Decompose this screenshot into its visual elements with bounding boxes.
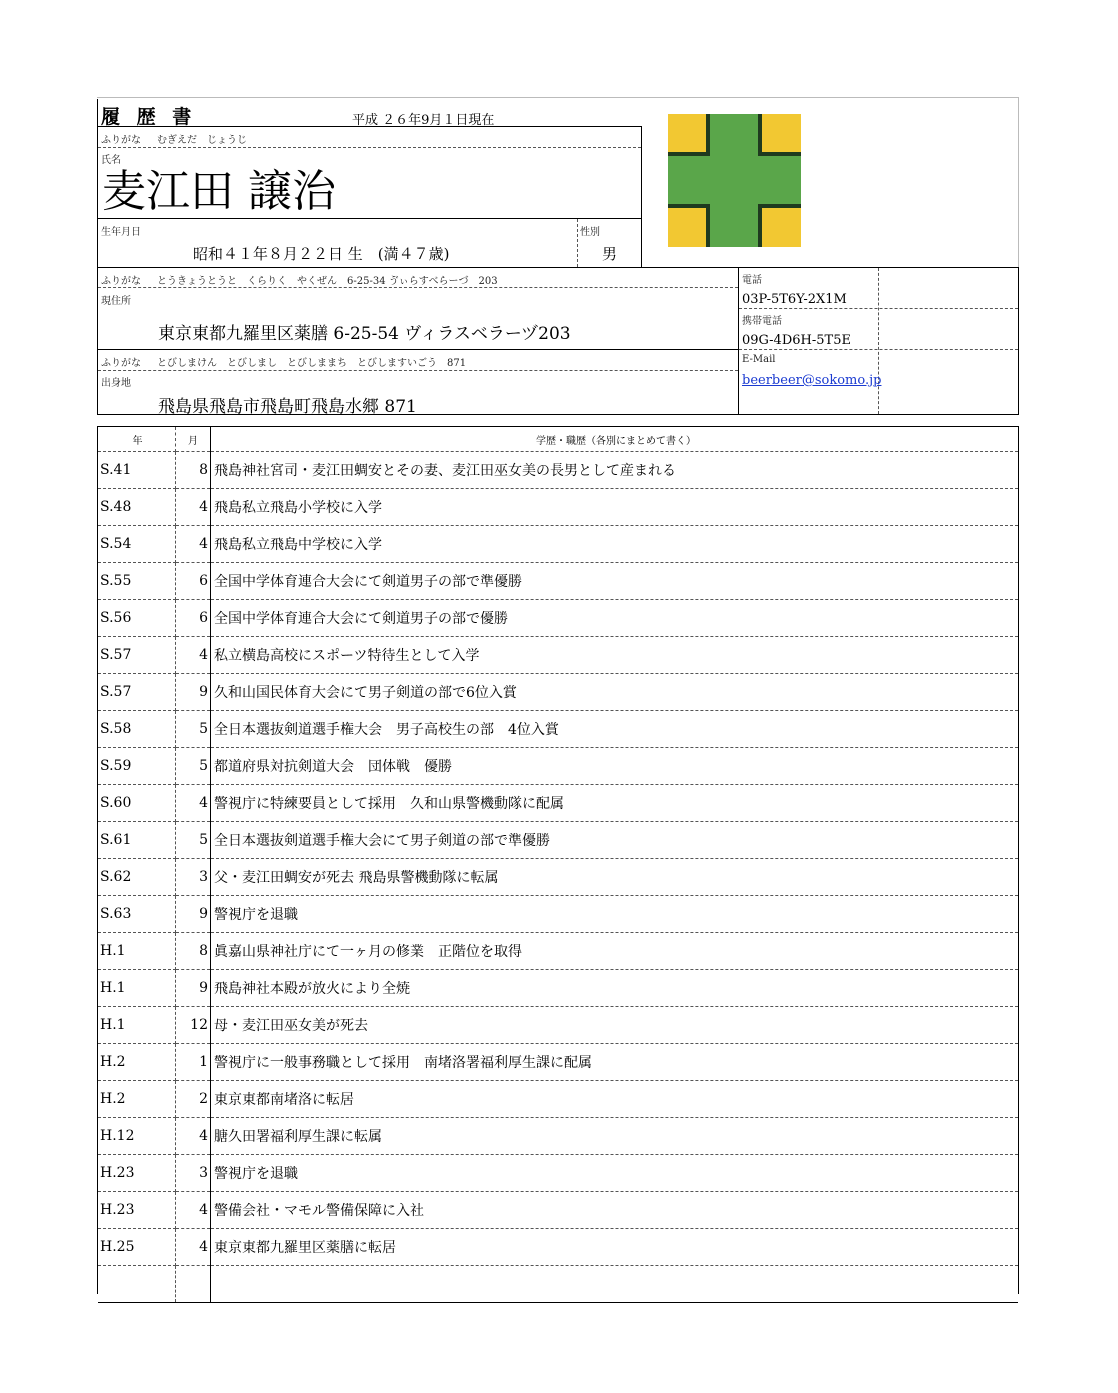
history-month: 3: [176, 859, 211, 896]
gender-divider: [577, 219, 578, 267]
name-underline: [97, 218, 642, 219]
history-month: 4: [176, 526, 211, 563]
history-year: H.2: [98, 1044, 176, 1081]
history-desc: 警視庁を退職: [211, 896, 1019, 933]
address-bottom-border: [97, 349, 739, 350]
name-furigana: むぎえだ じょうじ: [157, 135, 247, 146]
origin-furigana-divider: [98, 370, 738, 371]
origin-label: 出身地: [101, 378, 131, 389]
history-month: 4: [176, 785, 211, 822]
phone-divider: [739, 308, 1018, 309]
birth-value: 昭和４１年８月２２日 生 (満４７歳): [193, 245, 450, 263]
history-right-border: [1018, 426, 1019, 1294]
history-year: S.59: [98, 748, 176, 785]
resume-title: 履 歴 書: [101, 106, 197, 128]
address-label: 現住所: [101, 296, 131, 307]
history-desc: 飛島私立飛島中学校に入学: [211, 526, 1019, 563]
history-year: H.1: [98, 1007, 176, 1044]
furigana-divider: [98, 147, 641, 148]
history-year: [98, 1266, 176, 1303]
origin-value: 飛島県飛島市飛島町飛島水郷 871: [158, 397, 417, 417]
history-desc: 東京東都南堵洛に転居: [211, 1081, 1019, 1118]
right-border-address: [1018, 267, 1019, 415]
history-month: 9: [176, 674, 211, 711]
history-desc: 警備会社・マモル警備保障に入社: [211, 1192, 1019, 1229]
history-month: 5: [176, 822, 211, 859]
history-month: 8: [176, 452, 211, 489]
history-row: [98, 1155, 1018, 1192]
month-header: 月: [176, 427, 211, 452]
history-year: H.12: [98, 1118, 176, 1155]
history-desc: 警視庁を退職: [211, 1155, 1019, 1192]
address-furigana-divider: [98, 287, 738, 288]
history-year: S.48: [98, 489, 176, 526]
history-year: S.55: [98, 563, 176, 600]
history-row: [98, 1229, 1018, 1266]
history-year: S.60: [98, 785, 176, 822]
history-year: S.57: [98, 674, 176, 711]
origin-furigana: とびしまけん とびしまし とびしままち とびしますいごう 871: [157, 358, 467, 369]
mobile-value: 09G-4D6H-5T5E: [742, 333, 851, 348]
name-furigana-label: ふりがな: [101, 135, 141, 146]
history-desc: 久和山国民体育大会にて男子剣道の部で6位入賞: [211, 674, 1019, 711]
contact-right-dash: [878, 268, 879, 414]
history-month: 9: [176, 896, 211, 933]
history-month: 4: [176, 1192, 211, 1229]
history-row: [98, 970, 1018, 1007]
history-year: H.25: [98, 1229, 176, 1266]
history-desc: 警視庁に特練要員として採用 久和山県警機動隊に配属: [211, 785, 1019, 822]
history-desc: 都道府県対抗剣道大会 団体戦 優勝: [211, 748, 1019, 785]
email-label: E-Mail: [742, 354, 776, 365]
gender-value: 男: [602, 245, 618, 263]
history-year: H.1: [98, 933, 176, 970]
person-name: 麦江田 譲治: [102, 166, 336, 217]
history-month: 6: [176, 600, 211, 637]
history-row: [98, 896, 1018, 933]
history-year: S.61: [98, 822, 176, 859]
history-desc: 私立横島高校にスポーツ特待生として入学: [211, 637, 1019, 674]
history-desc: 全国中学体育連合大会にて剣道男子の部で準優勝: [211, 563, 1019, 600]
history-desc: 膅久田署福利厚生課に転属: [211, 1118, 1019, 1155]
resume-right-border-top: [1018, 97, 1019, 267]
mobile-label: 携帯電話: [742, 316, 782, 327]
history-year: S.54: [98, 526, 176, 563]
history-desc: [211, 1266, 1019, 1303]
history-month: 12: [176, 1007, 211, 1044]
history-year: S.57: [98, 637, 176, 674]
history-year: S.58: [98, 711, 176, 748]
history-month: 8: [176, 933, 211, 970]
history-row: [98, 1266, 1018, 1303]
history-desc: 全日本選抜剣道選手権大会にて男子剣道の部で準優勝: [211, 822, 1019, 859]
name-label: 氏名: [101, 155, 121, 166]
address-value: 東京東都九羅里区薬膳 6-25-54 ヴィラスベラーヅ203: [158, 324, 571, 344]
history-year: S.62: [98, 859, 176, 896]
history-desc: 飛島神社宮司・麦江田蜩安とその妻、麦江田巫女美の長男として産まれる: [211, 452, 1019, 489]
history-row: [98, 822, 1018, 859]
history-desc: 東京東都九羅里区薬膳に転居: [211, 1229, 1019, 1266]
photo: [668, 114, 801, 247]
mobile-divider: [739, 349, 1018, 350]
history-year: H.2: [98, 1081, 176, 1118]
gender-label: 性別: [580, 227, 600, 238]
history-table: [98, 427, 1018, 1303]
history-desc: 飛島私立飛島小学校に入学: [211, 489, 1019, 526]
history-row: [98, 1118, 1018, 1155]
history-month: [176, 1266, 211, 1303]
history-desc: 眞嘉山県神社庁にて一ヶ月の修業 正階位を取得: [211, 933, 1019, 970]
address-furigana: とうきょうとうと くらりく やくぜん 6-25-34 ゔぃらすべらーづ 203: [157, 276, 498, 287]
history-row: [98, 1007, 1018, 1044]
history-header-row: [98, 427, 1018, 452]
resume-top-border: [97, 97, 1019, 98]
history-row: [98, 748, 1018, 785]
phone-label: 電話: [742, 275, 762, 286]
history-year: H.1: [98, 970, 176, 1007]
history-month: 1: [176, 1044, 211, 1081]
history-row: [98, 711, 1018, 748]
history-desc: 飛島神社本殿が放火により全焼: [211, 970, 1019, 1007]
history-year: H.23: [98, 1155, 176, 1192]
history-desc: 全日本選抜剣道選手権大会 男子高校生の部 4位入賞: [211, 711, 1019, 748]
history-row: [98, 563, 1018, 600]
history-row: [98, 1044, 1018, 1081]
desc-header: 学歴・職歴（各別にまとめて書く）: [211, 427, 1019, 452]
history-row: [98, 674, 1018, 711]
email-link[interactable]: beerbeer@sokomo.jp: [742, 373, 882, 388]
birth-label: 生年月日: [101, 227, 141, 238]
history-row: [98, 452, 1018, 489]
address-furigana-label: ふりがな: [101, 276, 141, 287]
history-month: 9: [176, 970, 211, 1007]
history-month: 4: [176, 489, 211, 526]
history-row: [98, 859, 1018, 896]
resume-date: 平成 ２６年9月１日現在: [352, 113, 495, 128]
history-row: [98, 600, 1018, 637]
history-month: 5: [176, 711, 211, 748]
history-row: [98, 637, 1018, 674]
history-month: 5: [176, 748, 211, 785]
origin-furigana-label: ふりがな: [101, 358, 141, 369]
history-year: S.56: [98, 600, 176, 637]
history-row: [98, 1192, 1018, 1229]
history-desc: 全国中学体育連合大会にて剣道男子の部で優勝: [211, 600, 1019, 637]
personal-bottom-border: [97, 267, 1019, 268]
history-row: [98, 785, 1018, 822]
year-header: 年: [98, 427, 176, 452]
history-year: H.23: [98, 1192, 176, 1229]
history-month: 3: [176, 1155, 211, 1192]
history-month: 4: [176, 1118, 211, 1155]
history-month: 4: [176, 637, 211, 674]
name-block-right-border: [641, 126, 642, 268]
history-month: 2: [176, 1081, 211, 1118]
phone-value: 03P-5T6Y-2X1M: [742, 292, 847, 307]
history-row: [98, 1081, 1018, 1118]
history-desc: 母・麦江田巫女美が死去: [211, 1007, 1019, 1044]
history-year: S.41: [98, 452, 176, 489]
history-row: [98, 933, 1018, 970]
history-desc: 父・麦江田蜩安が死去 飛島県警機動隊に転属: [211, 859, 1019, 896]
contact-left-border: [738, 267, 739, 415]
history-row: [98, 489, 1018, 526]
history-month: 4: [176, 1229, 211, 1266]
history-year: S.63: [98, 896, 176, 933]
history-desc: 警視庁に一般事務職として採用 南堵洛署福利厚生課に配属: [211, 1044, 1019, 1081]
history-row: [98, 526, 1018, 563]
history-month: 6: [176, 563, 211, 600]
